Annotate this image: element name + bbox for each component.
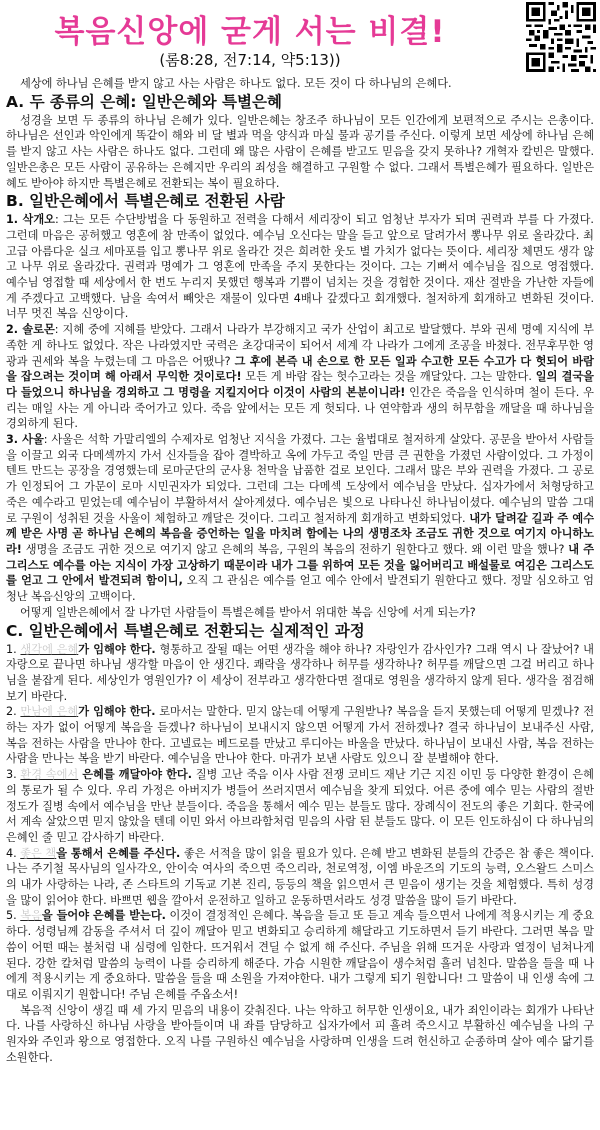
- step-label: 을 들어야 은혜를 받는다.: [41, 909, 166, 923]
- scripture-quote: 일의 결국을 다 들었으니 하나님을 경외하고 그 명령을 지킬지어다 이것이 사람의 본분이니라!: [6, 370, 594, 399]
- step-label: 가 임해야 한다.: [78, 705, 156, 719]
- transition-paragraph: 어떻게 일반은혜에서 잘 나가던 사람들이 특별은혜를 받아서 위대한 복음 신앙에 서게 되는가?: [20, 605, 476, 619]
- header: [0, 0, 600, 76]
- step-label: 을 통해서 은혜를 주신다.: [56, 846, 181, 860]
- step-3-paragraph: [6, 767, 594, 846]
- section-b-heading: B. 일반은혜에서 특별은혜로 전환된 사람: [6, 192, 285, 211]
- step-number: 4.: [6, 846, 21, 860]
- solomon-paragraph: [6, 322, 594, 432]
- step-text: 질병 고난 죽음 이사 사람 전쟁 코비드 재난 기근 지진 이민 등 다양한 환경이 은혜의 통로가 될 수 있다. 우리 가정은 아버지가 병들어 쓰러지면서 예수님을 찾게 되었다. 어른 중에 예수 믿는 사람의 절반 정도가 질병 속에서 예수님을 만난 분들이다. 죽음을 통해서 예수 믿는 분들도 많다. 장례식이 전도의 좋은 기회다. 한국에서 계속 살았으면 믿지 않았을 텐데 이민 와서 아브라함처럼 믿음의 사람 된 분들도 많다. 이 모든 인도하심이 다 하나님의 은혜인 줄 믿고 감사하기 바란다.: [6, 768, 594, 844]
- fill-in-blank: 만남에 은혜: [20, 705, 79, 719]
- item-text: : 그는 모든 수단방법을 다 동원하고 전력을 다해서 세리장이 되고 엄청난 부자가 되며 권력과 부를 다 가졌다. 그런데 마음은 공허했고 영혼에 참 만족이 없었다. 예수님 오신다는 말을 듣고 앞으로 달려가서 뽕나무 위로 올라갔다. 최고급 아름다운 실크 세마포를 입고 뽕나무 위로 올라간 것은 희려한 웃도 별 가치가 없다는 뜻이다. 세리장 체면도 생각 않고 나무 위로 올라갔다. 권력과 명예가 그 영혼에 만족을 주지 못한다는 것이다. 그는 기뻐서 예수님을 집으로 영접했다. 예수님 영접할 때 세상에서 한 번도 누리지 못했던 행복과 기쁨이 넘치는 것을 경험한 것이다. 재산 절반을 가난한 자들에게 주겠다고 고백했다. 남을 속여서 빼앗은 재물이 있다면 4배나 갚겠다고 회개했다. 철저하게 회개하고 변화된 것이다. 너무 멋진 복음 신앙이다.: [6, 213, 594, 321]
- item-text: 인간은 죽음을 인식하며 철이 든다. 우리는 매일 사는 게 아니라 죽어가고 있다. 죽음 앞에서는 모든 게 헛되다. 나 연약함과 생의 허무함을 깨달을 때 하나님을 경외하게 된다.: [6, 385, 594, 431]
- scripture-quote: 그 후에 본즉 내 손으로 한 모든 일과 수고한 모든 수고가 다 헛되어 바람을 잡으려는 것이며 해 아래서 무익한 것이로다!: [6, 354, 594, 384]
- fill-in-blank: 생각에 은혜: [20, 642, 79, 656]
- scripture-references: (롬8:28, 전7:14, 약5:13)): [159, 51, 341, 69]
- step-number: 3.: [6, 768, 21, 782]
- section-a-heading: A. 두 종류의 은혜: 일반은혜와 특별은혜: [6, 92, 282, 111]
- step-number: 1.: [6, 642, 21, 656]
- step-label: 은혜를 깨달아야 한다.: [78, 768, 192, 782]
- saul-paragraph: [6, 432, 594, 605]
- item-label: 1. 삭개오: [6, 213, 55, 227]
- zacchaeus-paragraph: [6, 212, 594, 322]
- step-2-paragraph: [6, 704, 594, 767]
- page-title: 복음신앙에 굳게 서는 비결!: [54, 14, 446, 50]
- fill-in-blank: 환경 속에서: [20, 768, 79, 782]
- step-label: 가 임해야 한다.: [78, 642, 156, 656]
- item-text: 오직 그 관심은 예수를 얻고 예수 안에서 발견되기 원한다고 했다. 정말 심오하고 엄청난 복음신앙의 고백이다.: [6, 574, 594, 604]
- scripture-quote: 내가 달려갈 길과 주 예수께 받은 사명 곧 하나님 은혜의 복음을 증언하는 일을 마치려 함에는 나의 생명조차 조금도 귀한 것으로 여기지 아니하노라!: [6, 511, 594, 556]
- step-1-paragraph: [6, 642, 594, 705]
- step-text: 이것이 결정적인 은혜다. 복음을 듣고 또 듣고 계속 들으면서 나에게 적용시키는 게 중요하다. 성령님께 감동을 주셔서 더 깊이 깨달아 믿고 변화되고 승리하게 해달라고 기도하면서 듣기 바란다. 그러면 복음 말씀이 어떤 때는 불처럼 내 심령에 임한다. 뜨거워서 견딜 수 없게 해 주신다. 주님을 위해 뜨거운 사랑과 열정이 넘쳐나게 된다. 강한 칼처럼 말씀의 능력이 나를 승리하게 해준다. 가슴 시원한 깨달음이 생수처럼 흘러 넘친다. 말씀을 들을 때 나에게 적용시키는 게 중요하다. 말씀을 들을 때 소원을 가져야한다. 내가 그렇게 되기 원합니다! 그 말씀이 내 인생 속에 그대로 이뤄지기 원합니다! 주님 은혜를 주옵소서!: [6, 909, 595, 1001]
- item-label: 3. 사울: [6, 433, 44, 447]
- step-text: 로마서는 말한다. 믿지 않는데 어떻게 구원받나? 복음을 듣지 못했는데 어떻게 믿겠나? 전하는 자가 없이 어떻게 복음을 듣겠나? 하나님이 보내시지 않으면 어떻게 가서 전하겠나? 결국 하나님이 보내주신 사람, 복음 전하는 사람을 만나야 한다. 고넬료는 베드로를 만났고 루디아는 바울을 만났다. 하나님이 보내신 사람, 복음 전하는 사람을 만나는 복을 받기 바란다. 예수님을 만나야 한다. 마귀가 보낸 사람도 있으니 잘 분별해야 한다.: [6, 705, 595, 766]
- section-c-heading: C. 일반은혜에서 특별은혜로 전환되는 실제적인 과정: [6, 621, 365, 640]
- item-text: : 사울은 석학 가말리엘의 수제자로 엄청난 지식을 가졌다. 그는 율법대로 철저하게 살았다. 공문을 받아서 사람들을 이끌고 외국 다메섹까지 가서 신자들을 잡아 결박하고 옥에 가두고 죽일 만큼 큰 권한을 가졌던 사람이었다. 그 가정이 텐트 만드는 공장을 경영했는데 로마군단의 군사용 천막을 납품한 걸로 보인다. 그래서 많은 부와 권력을 가졌다. 그 공로가 인정되어 그 가문이 로마 시민권자가 되었다. 그런데 그는 다메섹 도상에서 예수님을 만났다. 십자가에서 처형당하고 죽은 예수라고 믿었는데 예수님이 부활하셔서 살아계셨다. 예수님은 빛으로 나타나신 하나님이셨다. 예수님의 말씀 그대로 구원이 성취된 것을 사울이 체험하고 깨달은 것이다. 그리고 철저하게 회개하고 변화되었다.: [6, 433, 594, 525]
- item-text: 생명을 조금도 귀한 것으로 여기지 않고 은혜의 복음, 구원의 복음의 전하기 원한다고 했다. 왜 이런 말을 했나?: [21, 542, 569, 556]
- fill-in-blank: 좋은 책: [20, 846, 57, 860]
- intro-paragraph: 세상에 하나님 은혜를 받지 않고 사는 사람은 하나도 없다. 모든 것이 다 하나님의 은혜다.: [20, 77, 452, 90]
- item-label: 2. 솔로몬: [6, 323, 55, 337]
- scripture-quote: 내 주 그리스도 예수를 아는 지식이 가장 고상하기 때문이라 내가 그를 위하여 모든 것을 잃어버리고 배설물로 여김은 그리스도를 얻고 그 안에서 발견되려 함이니,: [6, 542, 594, 588]
- step-5-paragraph: [6, 908, 594, 1002]
- step-text: 좋은 서적을 많이 읽을 필요가 있다. 은혜 받고 변화된 분들의 간증은 참 좋은 책이다. 나는 주기철 목사님의 일사각오, 안이숙 여사의 죽으면 죽으리라, 천로역정, 이엠 바운즈의 기도의 능력, 오스왈드 스미스의 내가 사랑하는 나라, 존 스타트의 기독교 기본 진리, 등등의 책을 읽으면서 큰 믿음이 생기는 것을 체험했다. 특히 성경을 많이 읽어야 한다. 바쁘면 웹을 깔아서 운전하고 일하고 운동하면서라도 성경 말씀을 많이 듣기 바란다.: [6, 846, 594, 907]
- qr-code-icon[interactable]: [526, 2, 596, 72]
- item-text: 모든 게 바람 잡는 헛수고라는 것을 깨달았다. 그는 말한다.: [241, 370, 536, 384]
- section-a-paragraph: 성경을 보면 두 종류의 하나님 은혜가 있다. 일반은혜는 창조주 하나님이 모든 인간에게 보편적으로 주시는 은총이다. 하나님은 선인과 악인에게 똑같이 해와 비 달 별과 먹을 양식과 마실 물과 공기를 주신다. 이렇게 보면 세상에 하나님 은혜를 받지 않고 사는 사람은 하나도 없다. 그런데 왜 많은 사람이 은혜를 받고도 믿음을 갖지 못하나? 개혁자 칼빈은 말했다. 일반은총은 모든 사람이 공유하는 은혜지만 우리의 죄성을 해결하고 구원할 수 없다. 그래서 특별은혜가 필요하다. 일반은혜도 받아야 하지만 특별은혜로 전환되는 복이 필요하다.: [6, 113, 594, 190]
- fill-in-blank: 복음: [20, 909, 42, 923]
- step-text: 형통하고 잘될 때는 어떤 생각을 해야 하나? 자랑인가 감사인가? 그래 역시 나 잘났어? 내 자랑으로 끝나면 하나님 생각할 마음이 안 생긴다. 쾌락을 생각하나 허무를 생각하나? 허무를 깨달으면 그걸 버리고 하나님을 붙잡게 된다. 세상인가 영원인가? 이 세상이 전부라고 생각한다면 절대로 영원을 생각하지 않게 된다. 생각을 점검해보기 바란다.: [6, 642, 594, 703]
- sermon-body: [0, 76, 600, 1065]
- item-text: : 지혜 중에 지혜를 받았다. 그래서 나라가 부강해지고 국가 산업이 최고로 발달했다. 부와 권세 명예 지식에 부족한 게 하나도 없었다. 작은 나라였지만 국력은 초강대국이 되어서 세계 각 나라가 그에게 조공을 바쳤다. 전무후무한 영광과 권세와 복을 누렸는데 그 마음은 어땠나?: [6, 323, 594, 368]
- step-number: 5.: [6, 909, 21, 923]
- step-4-paragraph: [6, 846, 594, 909]
- step-number: 2.: [6, 705, 21, 719]
- closing-paragraph: 복음적 신앙이 생길 때 세 가지 믿음의 내용이 갖춰진다. 나는 악하고 허무한 인생이요, 내가 죄인이라는 회개가 나타난다. 나를 사랑하신 하나님 사랑을 받아들이며 내 좌를 담당하고 십자가에서 피 흘려 죽으시고 부활하신 예수님을 나의 구원자와 주인과 왕으로 영접한다. 오직 나를 구원하신 예수님을 사랑하며 인생을 드려 헌신하고 순종하며 살아 예수 닮기를 소원한다.: [6, 1003, 594, 1064]
